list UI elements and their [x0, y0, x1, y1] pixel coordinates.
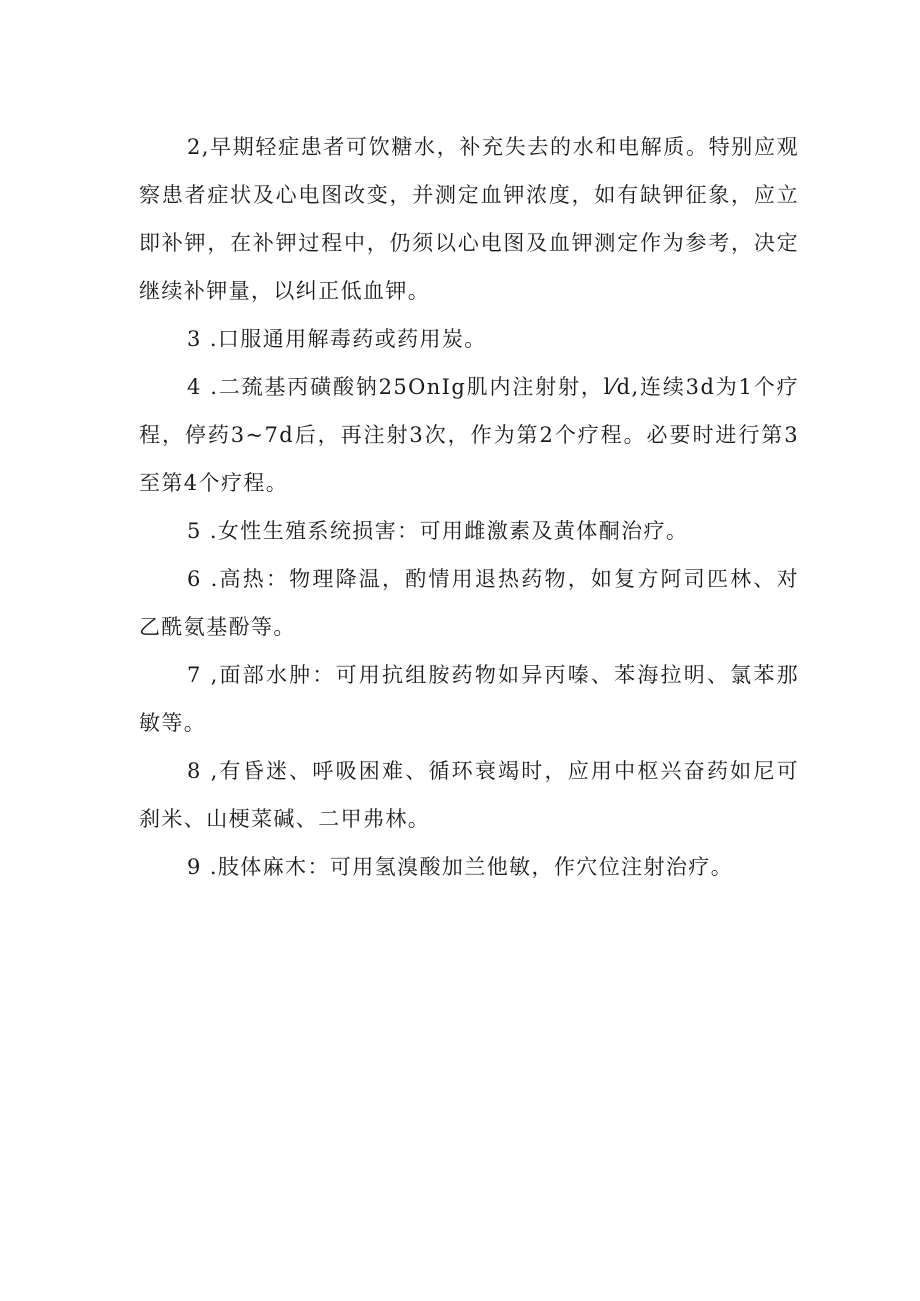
document-body	[139, 123, 799, 891]
paragraph-item-2: 2,早期轻症患者可饮糖水，补充失去的水和电解质。特别应观察患者症状及心电图改变，并测定血钾浓度，如有缺钾征象，应立即补钾，在补钾过程中，仍须以心电图及血钾测定作为参考，决定继续补钾量，以纠正低血钾。	[139, 135, 799, 303]
paragraph-item-4: 4 .二巯基丙磺酸钠25OnIg肌内注射射，l⁄d,连续3d为1个疗程，停药3~7d后，再注射3次，作为第2个疗程。必要时进行第3至第4个疗程。	[139, 375, 799, 495]
paragraph-item-9: 9 .肢体麻木：可用氢溴酸加兰他敏，作穴位注射治疗。	[187, 855, 734, 879]
paragraph-item-7: 7 ,面部水肿：可用抗组胺药物如异丙嗪、苯海拉明、氯苯那敏等。	[139, 663, 799, 735]
paragraph-item-3: 3 .口服通用解毒药或药用炭。	[187, 327, 487, 351]
paragraph-item-5: 5 .女性生殖系统损害：可用雌激素及黄体酮治疗。	[187, 519, 689, 543]
paragraph-item-6: 6 .高热：物理降温，酌情用退热药物，如复方阿司匹林、对乙酰氨基酚等。	[139, 567, 799, 639]
paragraph-item-8: 8 ,有昏迷、呼吸困难、循环衰竭时，应用中枢兴奋药如尼可刹米、山梗菜碱、二甲弗林。	[139, 759, 799, 831]
